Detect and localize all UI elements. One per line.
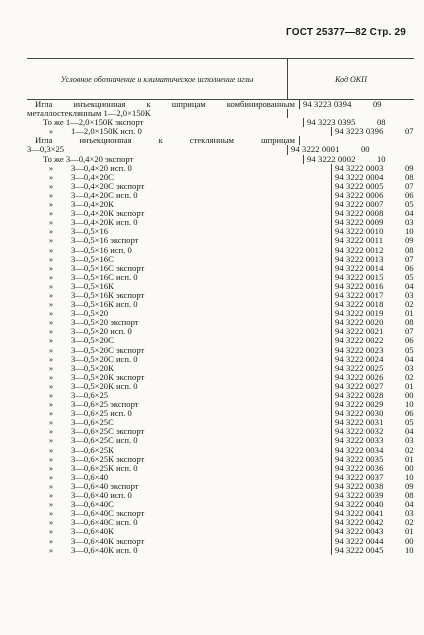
ditto-mark: »: [49, 481, 53, 491]
designation-text: 3—0,5×20К исп. 0: [71, 381, 138, 391]
designation-cell: [27, 227, 332, 236]
designation-text: То же 1—2,0×150К экспорт: [43, 118, 144, 128]
ditto-mark: »: [49, 436, 53, 446]
okp-code: 94 3222 0022: [335, 335, 384, 346]
ditto-mark: »: [49, 254, 53, 264]
okp-check-digits: 07: [405, 253, 414, 264]
okp-code: 94 3222 0016: [335, 280, 384, 291]
okp-code: 94 3222 0038: [335, 480, 384, 491]
okp-code: 94 3222 0027: [335, 380, 384, 391]
designation-text: 3—0,6×25: [71, 391, 109, 400]
okp-check-digits: 07: [405, 326, 414, 337]
designation-text: 3—0,4×20К экспорт: [71, 209, 145, 219]
designation-word: шприцам: [261, 136, 295, 146]
designation-cell: [27, 382, 332, 391]
okp-check-digits: 00: [361, 144, 370, 155]
ditto-mark: »: [49, 400, 53, 410]
designation-text: 3—0,6×40К исп. 0: [71, 545, 138, 555]
designation-cell: [27, 255, 332, 264]
ditto-mark: »: [49, 336, 53, 346]
okp-check-digits: 00: [405, 535, 414, 546]
ditto-mark: »: [49, 172, 53, 182]
designation-cell: [27, 273, 332, 282]
table-row: [27, 109, 414, 118]
ditto-mark: »: [49, 372, 53, 382]
designation-text: 3—0,6×25К: [71, 445, 114, 455]
ditto-mark: »: [49, 391, 53, 400]
okp-code: 94 3222 0035: [335, 453, 384, 464]
designation-cell: [27, 327, 332, 336]
okp-check-digits: 02: [405, 444, 414, 455]
designation-cell: [27, 145, 288, 154]
designation-text: 3—0,6×25 экспорт: [71, 400, 139, 410]
okp-check-digits: 03: [405, 435, 414, 446]
designation-cell: [27, 155, 304, 164]
okp-code: 94 3222 0042: [335, 517, 384, 528]
designation-cell: [27, 455, 332, 464]
okp-code: 94 3222 0032: [335, 426, 384, 437]
okp-check-digits: 04: [405, 499, 414, 510]
designation-cell: [27, 464, 332, 473]
okp-check-digits: 03: [405, 508, 414, 519]
designation-cell: [27, 527, 332, 536]
designation-text: 3—0,6×25К экспорт: [71, 454, 145, 464]
okp-code: 94 3222 0045: [335, 544, 384, 555]
okp-code: 94 3222 0040: [335, 499, 384, 510]
table-row: [27, 546, 414, 555]
designation-cell: [27, 436, 332, 445]
designation-cell: [27, 509, 332, 518]
designation-word: шприцам: [171, 100, 206, 109]
okp-code: 94 3222 0034: [335, 444, 384, 455]
designation-text: 3—0,5×16 экспорт: [71, 236, 139, 246]
okp-check-digits: 10: [405, 399, 414, 410]
okp-check-digits: 03: [405, 217, 414, 228]
okp-check-digits: 10: [405, 226, 414, 237]
designation-word: к: [146, 100, 151, 109]
okp-check-digits: 08: [405, 317, 414, 328]
designation-cell: [27, 409, 332, 418]
okp-code: 94 3222 0044: [335, 535, 384, 546]
designation-cell: [27, 391, 332, 400]
okp-code: 94 3223 0394: [303, 99, 352, 109]
okp-code: 94 3222 0039: [335, 490, 384, 501]
ditto-mark: »: [49, 500, 53, 510]
okp-check-digits: 10: [405, 544, 414, 555]
okp-code: 94 3222 0033: [335, 435, 384, 446]
okp-code-cell: [300, 100, 414, 109]
designation-text: 3—0,5×16: [71, 227, 109, 237]
ditto-mark: »: [49, 327, 53, 337]
okp-code: 94 3222 0025: [335, 362, 384, 373]
okp-check-digits: 08: [405, 171, 414, 182]
ditto-mark: »: [49, 190, 53, 200]
ditto-mark: »: [49, 236, 53, 246]
designation-cell: [27, 355, 332, 364]
designation-cell: [27, 446, 332, 455]
ditto-mark: »: [49, 272, 53, 282]
designation-cell: [27, 400, 332, 409]
designation-text: 3—0,6×40С экспорт: [71, 509, 145, 519]
designation-cell: [27, 373, 332, 382]
okp-check-digits: 09: [405, 235, 414, 246]
designation-word: к: [158, 136, 163, 146]
designation-text: 3—0,4×20К: [71, 200, 114, 210]
okp-code: 94 3222 0029: [335, 399, 384, 410]
okp-check-digits: 04: [405, 208, 414, 219]
table-header: [27, 59, 414, 100]
designation-text: 3—0,5×16К исп. 0: [71, 300, 138, 310]
designation-text: То же 3—0,4×20 экспорт: [43, 154, 134, 164]
ditto-mark: »: [49, 200, 53, 210]
okp-check-digits: 01: [405, 453, 414, 464]
okp-code-cell: [332, 546, 414, 555]
okp-code: 94 3222 0012: [335, 244, 384, 255]
okp-code: 94 3222 0030: [335, 408, 384, 419]
ditto-mark: »: [49, 381, 53, 391]
okp-code: 94 3222 0041: [335, 508, 384, 519]
okp-code: 94 3222 0028: [335, 390, 384, 400]
designation-cell: [27, 336, 332, 345]
okp-check-digits: 06: [405, 335, 414, 346]
designation-text: металлостеклянным 1—2,0×150К: [27, 109, 151, 119]
table-body: [27, 100, 414, 555]
okp-code: 94 3222 0018: [335, 299, 384, 310]
okp-check-digits: 07: [405, 126, 414, 137]
designation-text: 3—0,3×25: [27, 145, 65, 155]
designation-text: 3—0,6×40 исп. 0: [71, 491, 132, 501]
designation-cell: [27, 264, 332, 273]
designation-word: стеклянным: [189, 136, 234, 146]
designation-cell: [27, 491, 332, 500]
ditto-mark: »: [49, 345, 53, 355]
designation-text: 3—0,5×20С экспорт: [71, 345, 145, 355]
ditto-mark: »: [49, 263, 53, 273]
ditto-mark: »: [49, 445, 53, 455]
okp-check-digits: 01: [405, 380, 414, 391]
okp-code: 94 3222 0014: [335, 262, 384, 273]
designation-text: 3—0,5×16К экспорт: [71, 290, 145, 300]
designation-cell: [27, 291, 332, 300]
designation-cell: [27, 309, 332, 318]
ditto-mark: »: [49, 472, 53, 482]
okp-code-cell: [332, 127, 414, 136]
okp-code: 94 3222 0008: [335, 208, 384, 219]
ditto-mark: »: [49, 181, 53, 191]
okp-check-digits: 02: [405, 371, 414, 382]
ditto-mark: »: [49, 509, 53, 519]
designation-text: 3—0,5×16С: [71, 254, 114, 264]
okp-code: 94 3222 0002: [307, 153, 356, 164]
ditto-mark: »: [49, 363, 53, 373]
designation-cell: [27, 191, 332, 200]
designation-text: 3—0,6×25С исп. 0: [71, 436, 138, 446]
designation-cell: [27, 218, 332, 227]
ditto-mark: »: [49, 527, 53, 537]
okp-code: 94 3223 0395: [307, 117, 356, 128]
okp-check-digits: 10: [405, 471, 414, 482]
okp-check-digits: 05: [405, 417, 414, 428]
okp-code: 94 3222 0020: [335, 317, 384, 328]
okp-check-digits: 07: [405, 180, 414, 191]
designation-cell: [27, 164, 332, 173]
okp-check-digits: 05: [405, 271, 414, 282]
ditto-mark: »: [49, 354, 53, 364]
okp-check-digits: 08: [377, 117, 386, 128]
designation-cell: [27, 318, 332, 327]
designation-text: 3—0,6×25С экспорт: [71, 427, 145, 437]
okp-code: 94 3222 0004: [335, 171, 384, 182]
okp-check-digits: 05: [405, 344, 414, 355]
okp-code: 94 3222 0005: [335, 180, 384, 191]
okp-check-digits: 02: [405, 299, 414, 310]
ditto-mark: »: [49, 290, 53, 300]
designation-text: 3—0,6×25К исп. 0: [71, 463, 138, 473]
designation-cell: [27, 282, 332, 291]
designation-word: инъекционная: [79, 136, 132, 146]
designation-cell: [27, 518, 332, 527]
designation-cell: [27, 500, 332, 509]
designation-cell: [27, 182, 332, 191]
designation-text: 3—0,5×16К: [71, 281, 114, 291]
okp-code: 94 3222 0019: [335, 308, 384, 319]
designation-text: 3—0,5×16С экспорт: [71, 263, 145, 273]
okp-code: 94 3222 0024: [335, 353, 384, 364]
table-row: [27, 100, 414, 109]
designation-text: 3—0,5×20К экспорт: [71, 372, 145, 382]
designation-cell: [27, 418, 332, 427]
designation-text: 3—0,6×40 экспорт: [71, 481, 139, 491]
designation-cell: [27, 364, 332, 373]
ditto-mark: »: [49, 409, 53, 419]
designation-text: 3—0,6×40: [71, 472, 109, 482]
okp-code: 94 3222 0043: [335, 526, 384, 537]
okp-code: 94 3222 0023: [335, 344, 384, 355]
designation-text: 3—0,5×16С исп. 0: [71, 272, 138, 282]
okp-check-digits: 08: [405, 244, 414, 255]
okp-check-digits: 06: [405, 189, 414, 200]
header-designation: Условное обозначение и климатическое исполнение иглы: [27, 59, 288, 99]
okp-check-digits: 04: [405, 426, 414, 437]
designation-text: 3—0,4×20С: [71, 172, 114, 182]
ditto-mark: »: [49, 427, 53, 437]
designation-text: 3—0,4×20К исп. 0: [71, 218, 138, 228]
ditto-mark: »: [49, 218, 53, 228]
designation-cell: [27, 246, 332, 255]
ditto-mark: »: [49, 245, 53, 255]
designation-word: Игла: [35, 100, 53, 109]
designation-cell: [27, 200, 332, 209]
designation-cell: [27, 546, 332, 555]
designation-text: 3—0,5×20К: [71, 363, 114, 373]
designation-text: 3—0,6×25С: [71, 418, 114, 428]
okp-check-digits: 09: [405, 480, 414, 491]
okp-code: 94 3222 0001: [291, 144, 340, 155]
ditto-mark: »: [49, 545, 53, 555]
designation-text: 1—2,0×150К исп. 0: [71, 127, 142, 137]
okp-code-table: [27, 58, 414, 555]
okp-check-digits: 01: [405, 308, 414, 319]
page-header: ГОСТ 25377—82 Стр. 29: [286, 27, 406, 38]
okp-code: 94 3222 0013: [335, 253, 384, 264]
designation-text: 3—0,6×40К: [71, 527, 114, 537]
okp-check-digits: 09: [373, 99, 382, 109]
okp-check-digits: 00: [405, 462, 414, 473]
okp-check-digits: 10: [377, 153, 386, 164]
okp-check-digits: 03: [405, 362, 414, 373]
designation-cell: [27, 427, 332, 436]
okp-code: 94 3222 0036: [335, 462, 384, 473]
okp-code: 94 3222 0009: [335, 217, 384, 228]
designation-word: Игла: [35, 136, 53, 146]
okp-check-digits: 04: [405, 353, 414, 364]
designation-text: 3—0,6×40К экспорт: [71, 536, 145, 546]
table-row: [27, 136, 414, 145]
header-okp-code: Код ОКП: [335, 74, 367, 84]
ditto-mark: »: [49, 227, 53, 237]
designation-cell: [27, 136, 300, 145]
designation-text: 3—0,6×40С исп. 0: [71, 518, 138, 528]
okp-check-digits: 00: [405, 390, 414, 400]
designation-cell: [27, 482, 332, 491]
ditto-mark: »: [49, 454, 53, 464]
designation-text: 3—0,5×20С: [71, 336, 114, 346]
ditto-mark: »: [49, 518, 53, 528]
designation-cell: [27, 100, 300, 109]
ditto-mark: »: [49, 281, 53, 291]
okp-code: 94 3222 0026: [335, 371, 384, 382]
designation-text: 3—0,6×25 исп. 0: [71, 409, 132, 419]
ditto-mark: »: [49, 300, 53, 310]
okp-check-digits: 06: [405, 408, 414, 419]
ditto-mark: »: [49, 163, 53, 173]
okp-code: 94 3222 0003: [335, 162, 384, 173]
designation-text: 3—0,5×20С исп. 0: [71, 354, 138, 364]
okp-code: 94 3222 0031: [335, 417, 384, 428]
ditto-mark: »: [49, 418, 53, 428]
ditto-mark: »: [49, 318, 53, 328]
ditto-mark: »: [49, 536, 53, 546]
designation-cell: [27, 209, 332, 218]
designation-cell: [27, 173, 332, 182]
ditto-mark: »: [49, 209, 53, 219]
designation-cell: [27, 346, 332, 355]
designation-text: 3—0,5×20: [71, 309, 109, 319]
ditto-mark: »: [49, 127, 53, 137]
designation-cell: [27, 109, 288, 118]
okp-code: 94 3222 0015: [335, 271, 384, 282]
designation-text: 3—0,5×20 экспорт: [71, 318, 139, 328]
designation-text: 3—0,5×16 исп. 0: [71, 245, 132, 255]
okp-code: 94 3222 0006: [335, 189, 384, 200]
okp-check-digits: 05: [405, 199, 414, 210]
okp-code: 94 3222 0037: [335, 471, 384, 482]
designation-text: 3—0,4×20С исп. 0: [71, 190, 138, 200]
designation-text: 3—0,5×20 исп. 0: [71, 327, 132, 337]
okp-check-digits: 03: [405, 289, 414, 300]
designation-cell: [27, 300, 332, 309]
designation-text: 3—0,6×40С: [71, 500, 114, 510]
designation-word: комбинированным: [226, 100, 295, 109]
okp-check-digits: 01: [405, 526, 414, 537]
designation-text: 3—0,4×20 исп. 0: [71, 163, 132, 173]
ditto-mark: »: [49, 463, 53, 473]
designation-cell: [27, 473, 332, 482]
designation-cell: [27, 537, 332, 546]
designation-cell: [27, 236, 332, 245]
okp-check-digits: 06: [405, 262, 414, 273]
table-row: [27, 127, 414, 136]
designation-cell: [27, 118, 304, 127]
okp-code: 94 3222 0017: [335, 289, 384, 300]
okp-check-digits: 08: [405, 490, 414, 501]
designation-cell: [27, 127, 332, 136]
okp-code: 94 3222 0010: [335, 226, 384, 237]
okp-check-digits: 09: [405, 162, 414, 173]
okp-code: 94 3222 0021: [335, 326, 384, 337]
okp-check-digits: 04: [405, 280, 414, 291]
okp-code: 94 3222 0011: [335, 235, 384, 246]
okp-check-digits: 02: [405, 517, 414, 528]
okp-code: 94 3223 0396: [335, 126, 384, 137]
table-row: [27, 145, 414, 154]
okp-code: 94 3222 0007: [335, 199, 384, 210]
designation-word: инъекционная: [73, 100, 126, 109]
ditto-mark: »: [49, 309, 53, 319]
ditto-mark: »: [49, 491, 53, 501]
designation-text: 3—0,4×20С экспорт: [71, 181, 145, 191]
